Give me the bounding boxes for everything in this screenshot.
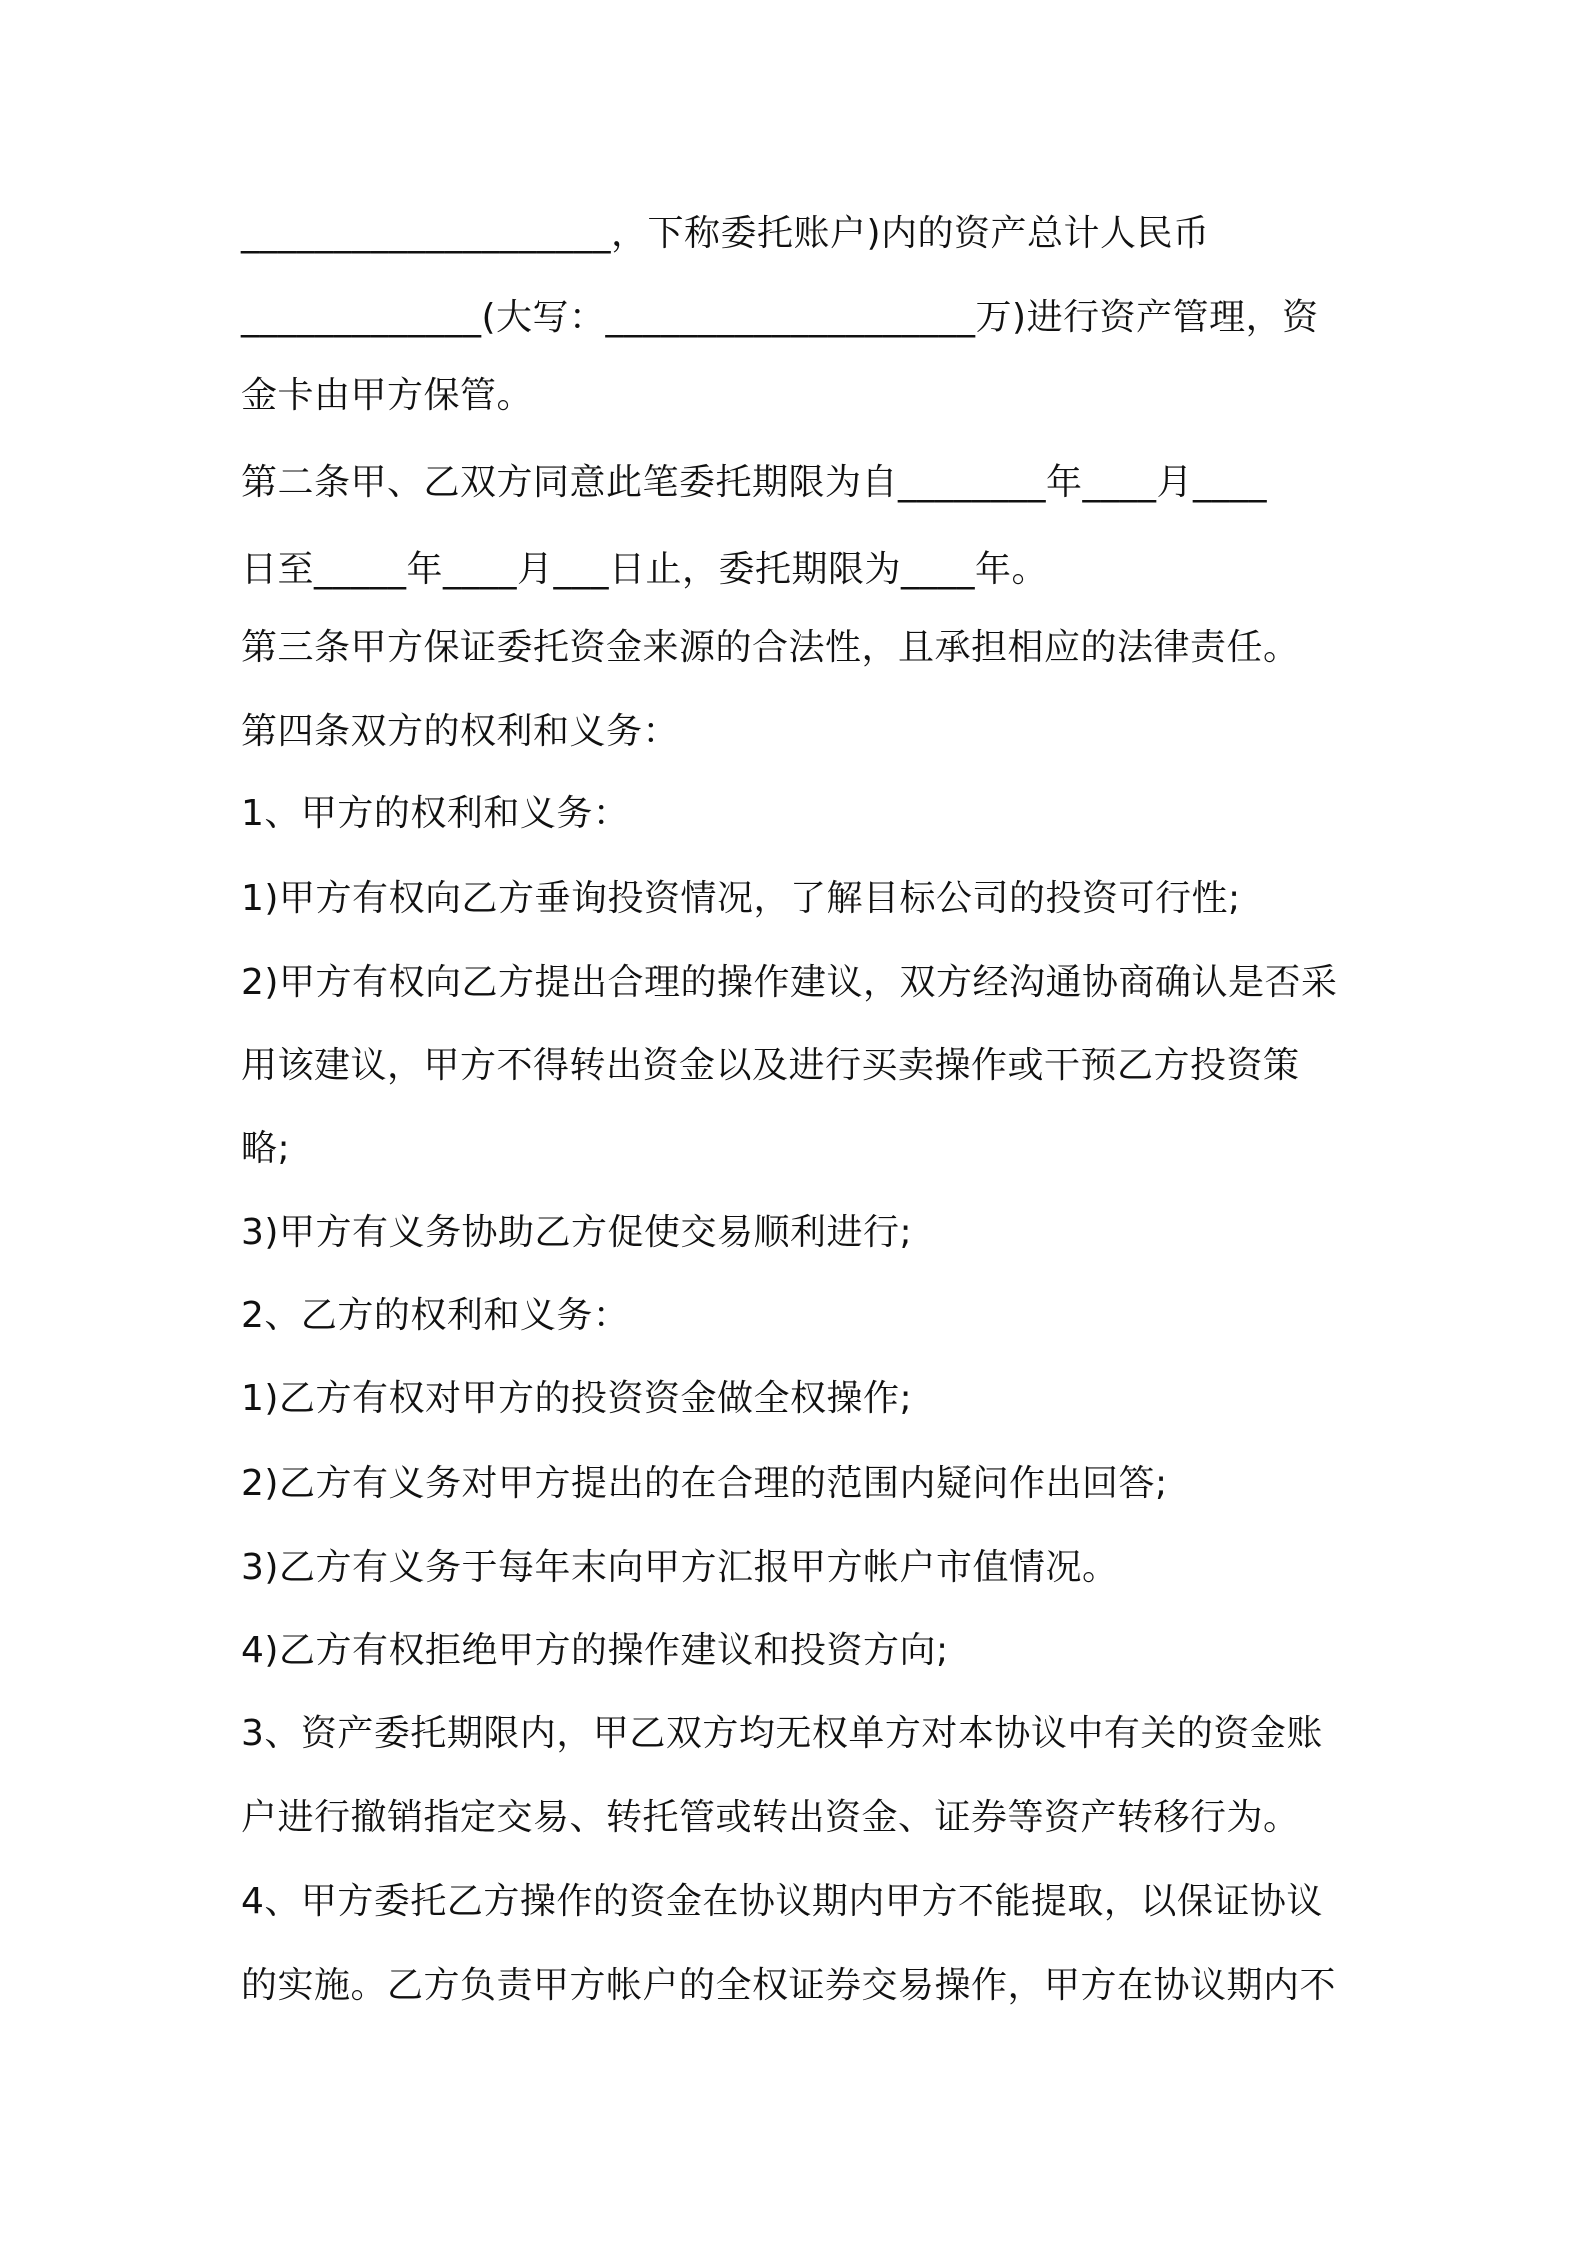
text-line: 3)乙方有义务于每年末向甲方汇报甲方帐户市值情况。 bbox=[241, 1547, 1119, 1588]
text-line: 金卡由甲方保管。 bbox=[241, 375, 534, 416]
text-line: 第二条甲、乙双方同意此笔委托期限为自________年____月____ bbox=[241, 462, 1268, 503]
text-line: 4)乙方有权拒绝甲方的操作建议和投资方向; bbox=[241, 1630, 949, 1671]
text-line: 户进行撤销指定交易、转托管或转出资金、证券等资产转移行为。 bbox=[241, 1797, 1300, 1838]
text-line: 2)乙方有义务对甲方提出的在合理的范围内疑问作出回答; bbox=[241, 1463, 1168, 1504]
text-line: 1)甲方有权向乙方垂询投资情况，了解目标公司的投资可行性; bbox=[241, 878, 1241, 919]
text-line: 3、资产委托期限内，甲乙双方均无权单方对本协议中有关的资金账 bbox=[241, 1713, 1323, 1754]
text-line: 第三条甲方保证委托资金来源的合法性，且承担相应的法律责任。 bbox=[241, 627, 1300, 668]
text-line: 的实施。乙方负责甲方帐户的全权证券交易操作，甲方在协议期内不 bbox=[241, 1965, 1337, 2006]
text-line: 2、乙方的权利和义务： bbox=[241, 1295, 630, 1336]
text-line: _____________(大写：____________________万)进行资产管理，资 bbox=[241, 297, 1319, 338]
text-line: 用该建议，甲方不得转出资金以及进行买卖操作或干预乙方投资策 bbox=[241, 1045, 1300, 1086]
text-line: 略; bbox=[241, 1128, 291, 1169]
text-line: 日至_____年____月___日止，委托期限为____年。 bbox=[241, 549, 1049, 590]
text-line: 2)甲方有权向乙方提出合理的操作建议，双方经沟通协商确认是否采 bbox=[241, 962, 1338, 1003]
text-line: 3)甲方有义务协助乙方促使交易顺利进行; bbox=[241, 1212, 913, 1253]
text-line: 4、甲方委托乙方操作的资金在协议期内甲方不能提取，以保证协议 bbox=[241, 1881, 1323, 1922]
text-line: ____________________，下称委托账户)内的资产总计人民币 bbox=[241, 213, 1210, 254]
text-line: 1、甲方的权利和义务： bbox=[241, 793, 630, 834]
text-line: 1)乙方有权对甲方的投资资金做全权操作; bbox=[241, 1378, 913, 1419]
text-line: 第四条双方的权利和义务： bbox=[241, 711, 680, 752]
